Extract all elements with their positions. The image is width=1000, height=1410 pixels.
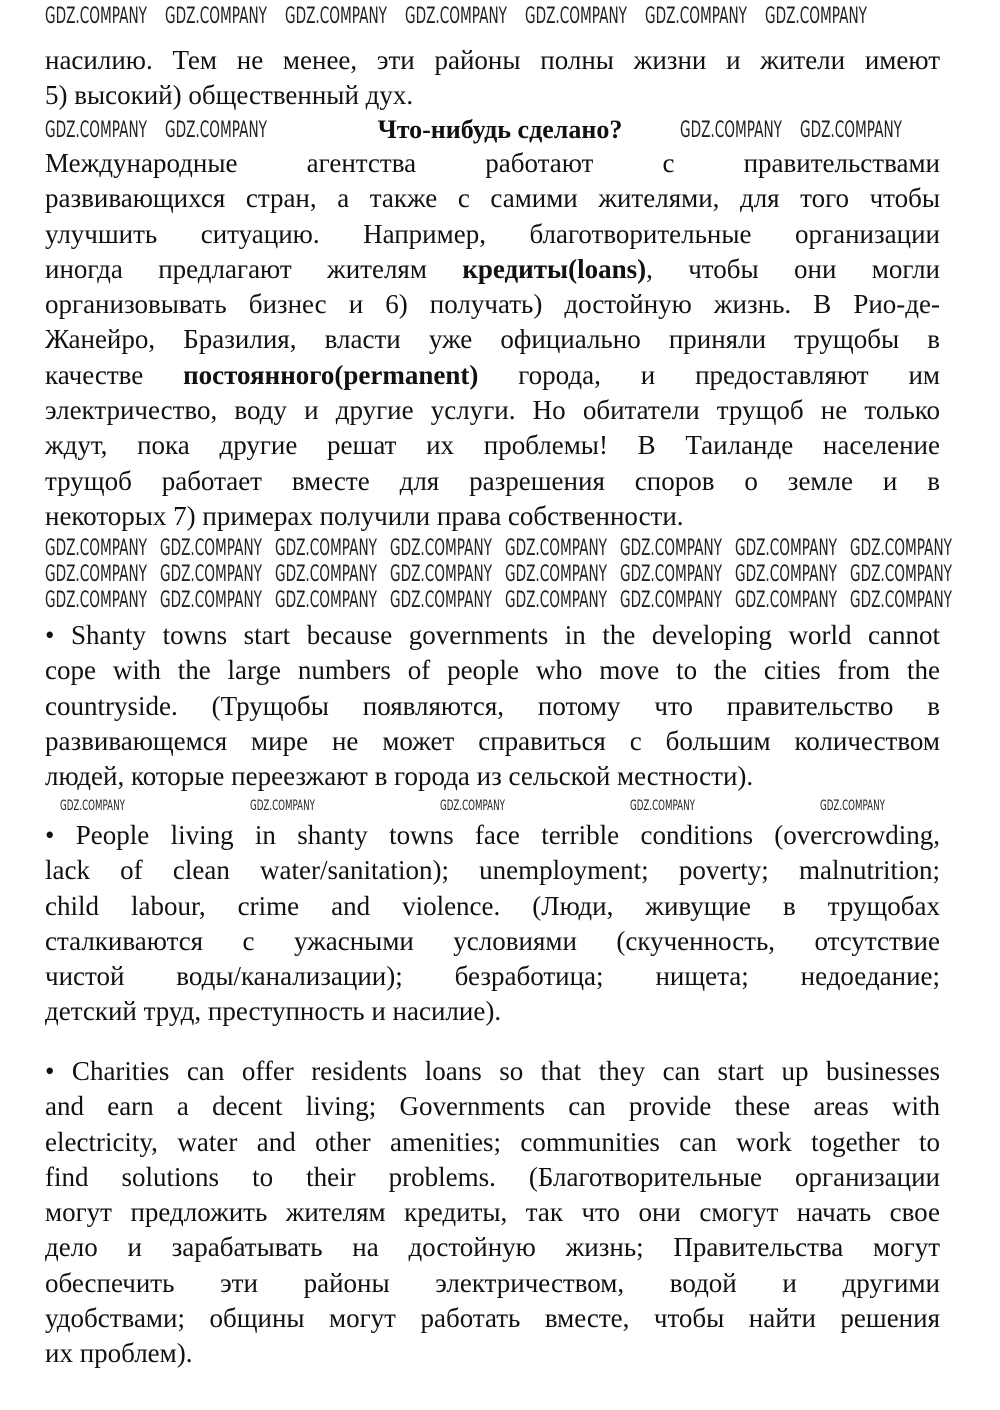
text-segment: Международные агентства работают с правительствами [45,148,940,178]
watermark: GDZ.COMPANY [620,562,723,587]
text-segment: cope with the large numbers of people who move to the cities from the [45,655,940,686]
watermark: GDZ.COMPANY [45,536,148,561]
text-segment: электричество, воду и другие услуги. Но обитатели трущоб не только [45,395,940,426]
text-line [45,924,940,959]
text-line [45,724,940,759]
paragraph-something-done [45,146,940,534]
text-segment: улучшить ситуацию. Например, благотворительные организации [45,218,940,249]
watermark: GDZ.COMPANY [250,798,315,814]
watermark: GDZ.COMPANY [850,588,953,613]
watermark: GDZ.COMPANY [45,588,148,613]
watermark: GDZ.COMPANY [765,4,868,29]
text-segment: обеспечить эти районы электричеством, водой и другими [45,1267,940,1298]
watermark: GDZ.COMPANY [440,798,505,814]
watermark: GDZ.COMPANY [275,536,378,561]
text-segment: child labour, crime and violence. (Люди, живущие в трущобах [45,890,940,921]
text-segment: • Shanty towns start because governments in the developing world cannot [45,620,940,650]
text-line [45,78,940,113]
text-line [45,653,940,688]
text-segment: , чтобы они могли [646,253,940,284]
watermark: GDZ.COMPANY [160,536,263,561]
text-line [45,1089,940,1124]
text-segment: некоторых 7) примерах получили права собственности. [45,500,684,531]
text-line [45,689,940,724]
text-line [45,393,940,428]
text-segment: развивающихся стран, а также с самими жителями, для того чтобы [45,183,940,214]
text-line [45,1160,940,1195]
text-segment: могут предложить жителям кредиты, так что они смогут начать свое [45,1197,940,1228]
watermark: GDZ.COMPANY [505,562,608,587]
text-line [45,1195,940,1230]
text-line [45,1301,940,1336]
watermark: GDZ.COMPANY [45,118,148,143]
watermark: GDZ.COMPANY [850,562,953,587]
text-line [45,146,940,181]
section-heading: Что-нибудь сделано? [377,115,623,144]
text-line [45,358,940,393]
text-segment: сталкиваются с ужасными условиями (скученность, отсутствие [45,925,940,956]
text-segment: города, и предоставляют им [478,359,940,390]
text-segment: • People living in shanty towns face terrible conditions (overcrowding, [45,820,940,850]
watermark: GDZ.COMPANY [45,4,148,29]
text-line [45,499,940,534]
text-line [45,1230,940,1265]
text-segment: find solutions to their problems. (Благотворительные организации [45,1161,940,1192]
watermark: GDZ.COMPANY [160,588,263,613]
text-line [45,464,940,499]
watermark: GDZ.COMPANY [275,588,378,613]
text-line [45,818,940,853]
text-segment: насилию. Тем не менее, эти районы полны жизни и жители имеют [45,45,940,75]
text-line [45,181,940,216]
watermark: GDZ.COMPANY [735,536,838,561]
watermark: GDZ.COMPANY [60,798,125,814]
text-segment: чистой воды/канализации); безработица; нищета; недоедание; [45,961,940,992]
text-segment: удобствами; общины могут работать вместе, чтобы найти решения [45,1303,940,1334]
text-segment: иногда предлагают жителям [45,253,463,284]
text-line [45,994,940,1029]
text-line [45,217,940,252]
bold-term: кредиты(loans) [462,253,647,284]
watermark: GDZ.COMPANY [620,536,723,561]
text-segment: детский труд, преступность и насилие). [45,996,502,1027]
text-segment: lack of clean water/sanitation); unemployment; poverty; malnutrition; [45,855,940,886]
text-segment: дело и зарабатывать на достойную жизнь; Правительства могут [45,1232,940,1263]
text-line [45,889,940,924]
text-segment: развивающемся мире не может справиться с большим количеством [45,725,940,756]
text-line [45,618,940,653]
watermark: GDZ.COMPANY [620,588,723,613]
watermark: GDZ.COMPANY [645,4,748,29]
watermark: GDZ.COMPANY [820,798,885,814]
watermark: GDZ.COMPANY [405,4,508,29]
text-line [45,252,940,287]
watermark: GDZ.COMPANY [525,4,628,29]
text-segment: and earn a decent living; Governments can provide these areas with [45,1091,940,1122]
text-segment: ждут, пока другие решат их проблемы! В Таиланде население [45,430,940,461]
text-segment: countryside. (Трущобы появляются, потому что правительство в [45,690,940,721]
text-segment: трущоб работает вместе для разрешения споров о земле и в [45,465,940,496]
text-line [45,759,940,794]
paragraph-intro-end [45,43,940,114]
text-line [45,853,940,888]
text-line [45,43,940,78]
text-line [45,322,940,357]
bullet-shanty-towns-start [45,618,940,794]
text-line [45,959,940,994]
watermark: GDZ.COMPANY [285,4,388,29]
watermark: GDZ.COMPANY [45,562,148,587]
text-line [45,428,940,463]
watermark: GDZ.COMPANY [800,118,903,143]
watermark: GDZ.COMPANY [735,588,838,613]
watermark: GDZ.COMPANY [275,562,378,587]
text-segment: их проблем). [45,1338,193,1369]
text-segment: качестве [45,359,184,390]
watermark: GDZ.COMPANY [850,536,953,561]
watermark: GDZ.COMPANY [630,798,695,814]
text-line [45,1266,940,1301]
watermark: GDZ.COMPANY [680,118,783,143]
bullet-conditions [45,818,940,1030]
watermark: GDZ.COMPANY [390,588,493,613]
watermark: GDZ.COMPANY [390,562,493,587]
text-line [45,1125,940,1160]
text-segment: людей, которые переезжают в города из сельской местности). [45,761,754,792]
watermark: GDZ.COMPANY [160,562,263,587]
watermark: GDZ.COMPANY [390,536,493,561]
text-line [45,1054,940,1089]
text-line [45,1336,940,1371]
text-segment: Жанейро, Бразилия, власти уже официально приняли трущобы в [45,324,940,355]
watermark: GDZ.COMPANY [165,118,268,143]
watermark: GDZ.COMPANY [505,536,608,561]
watermark: GDZ.COMPANY [165,4,268,29]
text-segment: 5) высокий) общественный дух. [45,80,414,111]
text-segment: организовывать бизнес и 6) получать) достойную жизнь. В Рио-де- [45,289,940,320]
text-line [45,287,940,322]
text-segment: • Charities can offer residents loans so that they can start up businesses [45,1056,940,1086]
bullet-solutions [45,1054,940,1372]
watermark: GDZ.COMPANY [735,562,838,587]
watermark: GDZ.COMPANY [505,588,608,613]
text-segment: electricity, water and other amenities; communities can work together to [45,1126,940,1157]
bold-term: постоянного(permanent) [183,359,479,390]
